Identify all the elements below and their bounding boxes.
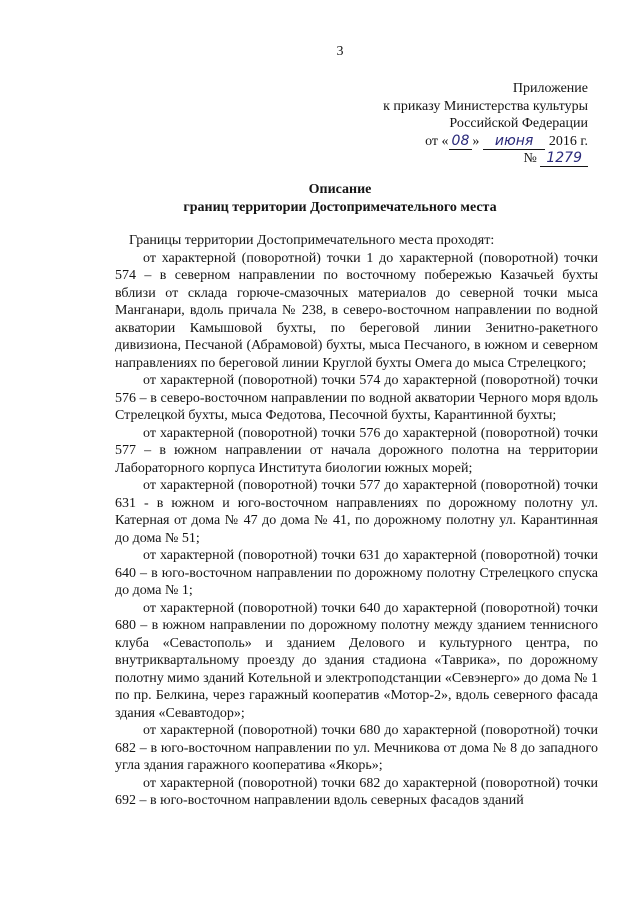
handwritten-day: 08: [449, 134, 473, 150]
federation-name: Российской Федерации: [449, 116, 588, 131]
boundary-paragraph: от характерной (поворотной) точки 576 до характерной (поворотной) точки 577 – в южном направлении от начала дорожного полотна на территории Лабораторного корпуса Института биологии южных морей;: [115, 425, 598, 476]
appendix-label: Приложение: [512, 81, 588, 96]
handwritten-month: июня: [483, 134, 545, 150]
date-year: 2016 г.: [548, 133, 588, 149]
date-mid: »: [472, 133, 480, 149]
handwritten-number: 1279: [540, 151, 588, 167]
order-number: [383, 150, 588, 168]
intro-paragraph: Границы территории Достопримечательного места проходят:: [129, 233, 495, 248]
page-number: 3: [336, 44, 344, 59]
document-body: [115, 232, 598, 810]
number-prefix: №: [523, 151, 537, 166]
date-prefix: от «: [425, 133, 449, 149]
boundary-paragraph: от характерной (поворотной) точки 631 до характерной (поворотной) точки 640 – в юго-восточном направлении по дорожному полотну Стрелецкого спуска до дома № 1;: [115, 548, 598, 598]
boundary-paragraph: от характерной (поворотной) точки 680 до характерной (поворотной) точки 682 – в юго-восточном направлении по ул. Мечникова от дома № 8 до западного угла здания гаражного кооператива «Якорь»;: [115, 723, 598, 773]
document-title: [0, 181, 640, 217]
title-line-1: Описание: [308, 182, 372, 197]
boundary-paragraph: от характерной (поворотной) точки 577 до характерной (поворотной) точки 631 - в южном и юго-восточном направлениях по дорожному полотну ул. Катерная от дома № 47 до дома № 41, по дорожному полотну ул. Карантинная до дома № 51;: [115, 478, 598, 546]
title-line-2: границ территории Достопримечательного места: [183, 200, 497, 215]
boundary-paragraph: от характерной (поворотной) точки 640 до характерной (поворотной) точки 680 – в южном направлении по дорожному полотну между зданием теннисного клуба «Севастополь» и зданием Делового и культурного центра, по внутриквартальному проезду до здания стадиона «Таврика», по дорожному полотну мимо зданий Котельной и электроподстанции «Севэнерго» до дома № 1 по пр. Белкина, через гаражный кооператив «Мотор-2», вдоль северного фасада здания «Севавтодор»;: [115, 600, 598, 721]
boundary-paragraph: от характерной (поворотной) точки 574 до характерной (поворотной) точки 576 – в северо-восточном направлении по водной акватории Черного моря вдоль Стрелецкой бухты, мыса Федотова, Песочной бухты, Карантинной бухты;: [115, 373, 598, 423]
order-date: [383, 133, 588, 151]
boundary-paragraph: от характерной (поворотной) точки 682 до характерной (поворотной) точки 692 – в юго-восточном направлении вдоль северных фасадов зданий: [115, 775, 598, 808]
appendix-header: [383, 80, 588, 168]
boundary-paragraph: от характерной (поворотной) точки 1 до характерной (поворотной) точки 574 – в северном направлении по восточному побережью Казачьей бухты вблизи от склада горюче-смазочных материалов до северной точки мыса Манганари, вдоль причала № 238, в северо-восточном направлении по водной акватории Камышовой бухты, по береговой линии Зенитно-ракетного дивизиона, Песчаной (Абрамовой) бухты, мыса Песчаного, в южном и северном направлениях по береговой линии Круглой бухты Омега до мыса Стрелецкого;: [115, 250, 598, 371]
order-reference: к приказу Министерства культуры: [383, 98, 588, 114]
